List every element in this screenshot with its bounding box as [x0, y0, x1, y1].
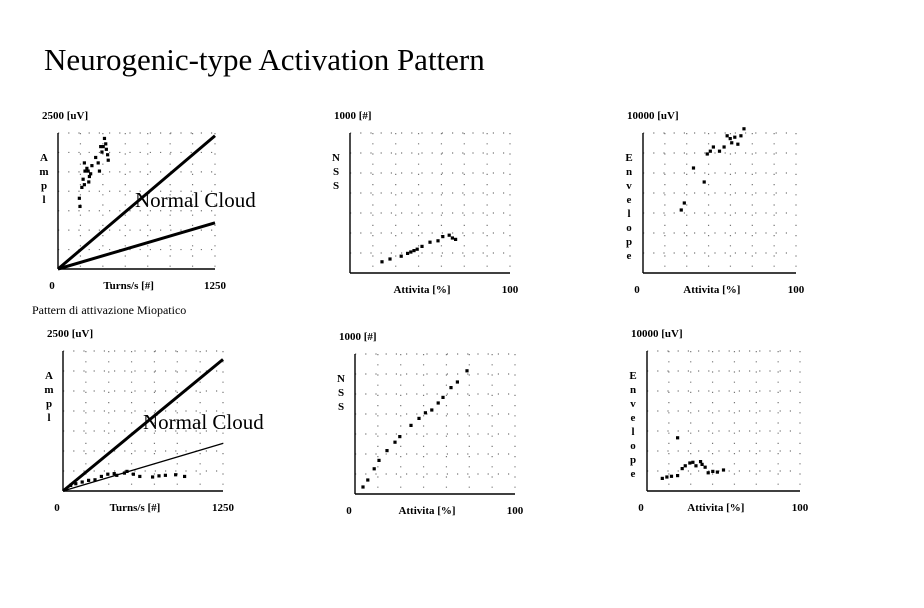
data-point	[437, 401, 440, 404]
x-max-label: 100	[501, 284, 519, 296]
data-point	[174, 473, 177, 476]
x-min-label: 0	[634, 284, 640, 296]
data-point	[93, 478, 96, 481]
panel-bottom-middle	[337, 331, 524, 517]
data-point	[722, 145, 725, 148]
data-point	[125, 470, 128, 473]
data-point	[428, 241, 431, 244]
data-point	[373, 467, 376, 470]
data-point	[105, 148, 108, 151]
y-axis-label: 1000 [#]	[339, 331, 377, 343]
data-point	[78, 205, 81, 208]
data-point	[89, 172, 92, 175]
data-point	[103, 137, 106, 140]
y-axis-label: 2500 [uV]	[42, 110, 89, 122]
data-point	[98, 169, 101, 172]
y-axis-vertical-label: A m p l	[39, 152, 49, 206]
y-axis-vertical-label: E n v e l o p e	[629, 370, 637, 480]
data-point	[449, 386, 452, 389]
data-point	[74, 482, 77, 485]
data-point	[151, 475, 154, 478]
panel-bottom-left	[44, 328, 264, 514]
data-point	[361, 485, 364, 488]
panel-bottom-right	[629, 328, 808, 514]
data-point	[183, 475, 186, 478]
y-axis-label: 10000 [uV]	[631, 328, 683, 340]
data-point	[380, 260, 383, 263]
x-max-label: 1250	[204, 280, 226, 292]
data-point	[711, 470, 714, 473]
data-point	[409, 424, 412, 427]
data-point	[736, 143, 739, 146]
data-point	[424, 411, 427, 414]
data-point	[456, 380, 459, 383]
data-point	[385, 449, 388, 452]
data-point	[676, 436, 679, 439]
data-point	[676, 474, 679, 477]
data-point	[726, 134, 729, 137]
data-point	[398, 435, 401, 438]
panel-top-right	[625, 110, 804, 296]
normal-cloud-annotation: Normal Cloud	[143, 410, 264, 434]
data-point	[97, 161, 100, 164]
data-point	[722, 468, 725, 471]
data-point	[703, 180, 706, 183]
x-max-label: 100	[787, 284, 805, 296]
data-point	[430, 408, 433, 411]
data-point	[90, 164, 93, 167]
data-point	[700, 463, 703, 466]
x-min-label: 0	[49, 280, 55, 292]
data-point	[706, 152, 709, 155]
data-point	[100, 150, 103, 153]
x-max-label: 1250	[212, 502, 234, 514]
data-point	[417, 417, 420, 420]
data-point	[683, 201, 686, 204]
y-axis-vertical-label: N S S	[332, 152, 340, 192]
data-point	[436, 239, 439, 242]
data-point	[729, 137, 732, 140]
data-point	[733, 136, 736, 139]
normal-cloud-annotation: Normal Cloud	[135, 188, 256, 212]
y-axis-label: 10000 [uV]	[627, 110, 679, 122]
page-title: Neurogenic-type Activation Pattern	[44, 42, 485, 77]
reference-line	[58, 223, 215, 269]
y-axis-vertical-label: A m p l	[44, 370, 54, 424]
data-point	[691, 461, 694, 464]
data-point	[707, 471, 710, 474]
data-point	[138, 475, 141, 478]
data-point	[716, 471, 719, 474]
data-point	[69, 484, 72, 487]
data-point	[81, 480, 84, 483]
reference-line	[63, 443, 223, 491]
x-axis-label: Attivita [%]	[683, 284, 741, 296]
data-point	[709, 150, 712, 153]
data-point	[699, 460, 702, 463]
data-point	[100, 475, 103, 478]
x-min-label: 0	[54, 502, 60, 514]
x-min-label: 0	[638, 502, 644, 514]
data-point	[688, 461, 691, 464]
y-axis-label: 1000 [#]	[334, 110, 372, 122]
data-point	[83, 183, 86, 186]
data-point	[692, 166, 695, 169]
data-point	[742, 127, 745, 130]
x-axis-label: Turns/s [#]	[109, 502, 161, 514]
data-point	[448, 234, 451, 237]
data-point	[441, 235, 444, 238]
x-axis-label: Attivita [%]	[398, 505, 456, 517]
data-point	[670, 475, 673, 478]
data-point	[393, 441, 396, 444]
data-point	[400, 255, 403, 258]
data-point	[694, 464, 697, 467]
data-point	[412, 249, 415, 252]
data-point	[454, 238, 457, 241]
data-point	[739, 134, 742, 137]
data-point	[132, 473, 135, 476]
y-axis-label: 2500 [uV]	[47, 328, 94, 340]
data-point	[704, 466, 707, 469]
x-max-label: 100	[506, 505, 524, 517]
data-point	[366, 478, 369, 481]
data-point	[83, 161, 86, 164]
x-axis-label: Attivita [%]	[687, 502, 745, 514]
data-point	[82, 178, 85, 181]
data-point	[684, 464, 687, 467]
data-point	[115, 474, 118, 477]
data-point	[104, 142, 107, 145]
data-point	[680, 208, 683, 211]
data-point	[157, 474, 160, 477]
data-point	[451, 236, 454, 239]
data-point	[94, 156, 97, 159]
data-point	[406, 252, 409, 255]
y-axis-vertical-label: E n v e l o p e	[625, 152, 633, 262]
data-point	[730, 141, 733, 144]
data-point	[78, 197, 81, 200]
data-point	[441, 396, 444, 399]
data-point	[106, 473, 109, 476]
y-axis-vertical-label: N S S	[337, 373, 345, 413]
data-point	[388, 257, 391, 260]
data-point	[718, 150, 721, 153]
x-axis-label: Turns/s [#]	[103, 280, 154, 292]
data-point	[87, 180, 90, 183]
data-point	[377, 459, 380, 462]
data-point	[661, 477, 664, 480]
data-point	[712, 145, 715, 148]
panel-top-middle	[332, 110, 519, 296]
data-point	[665, 475, 668, 478]
data-point	[681, 467, 684, 470]
data-point	[409, 250, 412, 253]
data-point	[106, 153, 109, 156]
data-point	[416, 248, 419, 251]
data-point	[87, 479, 90, 482]
data-point	[107, 159, 110, 162]
x-max-label: 100	[791, 502, 809, 514]
x-axis-label: Attivita [%]	[393, 284, 451, 296]
x-min-label: 0	[346, 505, 352, 517]
page-subtitle: Pattern di attivazione Miopatico	[32, 303, 187, 317]
data-point	[465, 369, 468, 372]
data-point	[420, 245, 423, 248]
panel-top-left	[39, 110, 256, 292]
data-point	[164, 474, 167, 477]
